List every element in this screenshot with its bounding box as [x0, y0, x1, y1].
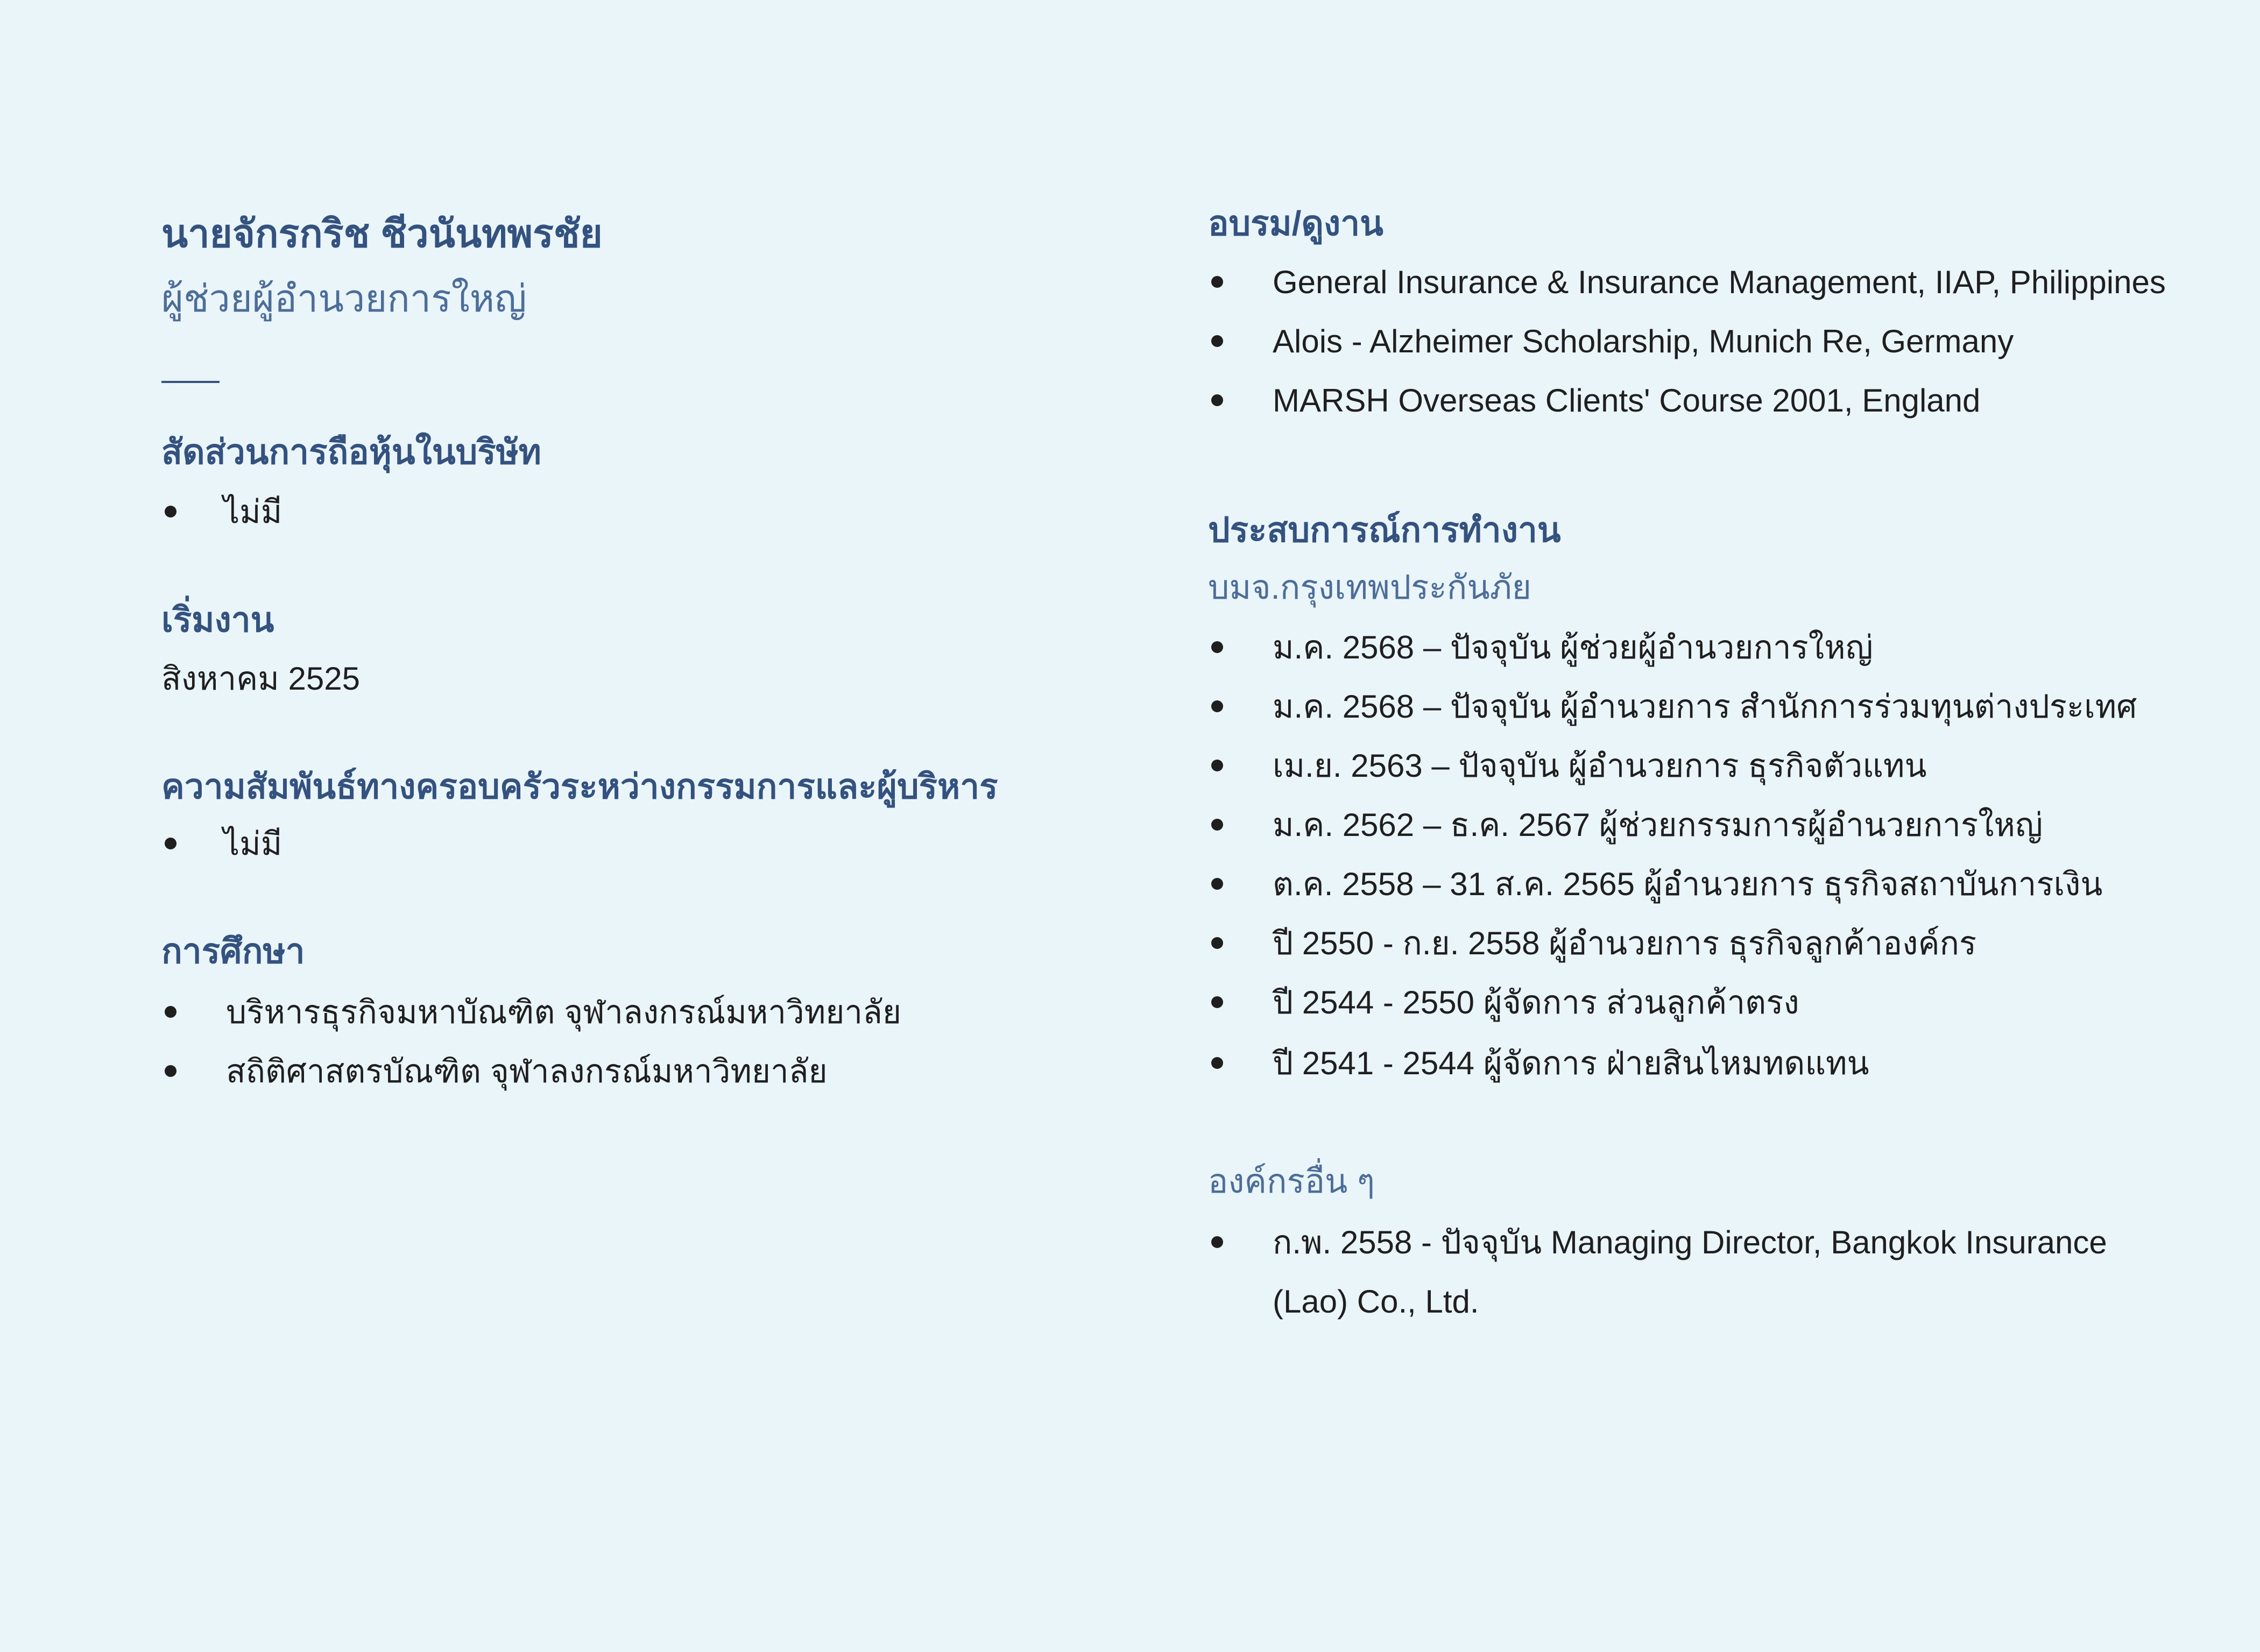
- experience-heading: ประสบการณ์การทำงาน: [1208, 511, 1561, 549]
- bullet-icon: [1211, 996, 1223, 1008]
- bullet-icon: [1211, 937, 1223, 949]
- experience-item-text: ต.ค. 2558 – 31 ส.ค. 2565 ผู้อำนวยการ ธุรกิจสถาบันการเงิน: [1273, 866, 2103, 902]
- training-item-text: General Insurance & Insurance Management, IIAP, Philippines: [1273, 264, 2166, 300]
- family-relation-heading: ความสัมพันธ์ทางครอบครัวระหว่างกรรมการและผู้บริหาร: [161, 767, 998, 806]
- bullet-icon: [1211, 1236, 1223, 1248]
- bullet-icon: [1211, 641, 1223, 653]
- experience-company: บมจ.กรุงเทพประกันภัย: [1208, 569, 1531, 606]
- bullet-icon: [1211, 819, 1223, 831]
- other-orgs-item-line1: ก.พ. 2558 - ปัจจุบัน Managing Director, Bangkok Insurance: [1273, 1224, 2107, 1260]
- bullet-icon: [1211, 878, 1223, 890]
- experience-item-text: ปี 2544 - 2550 ผู้จัดการ ส่วนลูกค้าตรง: [1273, 984, 1799, 1020]
- training-heading: อบรม/ดูงาน: [1208, 204, 1383, 243]
- other-orgs-item-line2: (Lao) Co., Ltd.: [1273, 1284, 1479, 1320]
- experience-item-text: ม.ค. 2568 – ปัจจุบัน ผู้ช่วยผู้อำนวยการใหญ่: [1273, 629, 1873, 665]
- start-work-heading: เริ่มงาน: [161, 600, 274, 639]
- education-item-text: สถิติศาสตรบัณฑิต จุฬาลงกรณ์มหาวิทยาลัย: [226, 1053, 828, 1089]
- experience-item-text: ปี 2541 - 2544 ผู้จัดการ ฝ่ายสินไหมทดแทน: [1273, 1045, 1869, 1081]
- bullet-icon: [165, 1065, 176, 1077]
- start-work-value: สิงหาคม 2525: [161, 661, 360, 697]
- training-item-text: Alois - Alzheimer Scholarship, Munich Re, Germany: [1273, 323, 2014, 359]
- executive-name: นายจักรกริช ชีวนันทพรชัย: [161, 212, 603, 256]
- other-orgs-heading: องค์กรอื่น ๆ: [1208, 1163, 1375, 1200]
- bullet-icon: [1211, 335, 1223, 347]
- bullet-icon: [1211, 700, 1223, 712]
- bullet-icon: [1211, 394, 1223, 406]
- education-heading: การศึกษา: [161, 932, 305, 970]
- experience-item-text: เม.ย. 2563 – ปัจจุบัน ผู้อำนวยการ ธุรกิจตัวแทน: [1273, 748, 1927, 784]
- bullet-icon: [165, 838, 176, 849]
- executive-position: ผู้ช่วยผู้อำนวยการใหญ่: [161, 278, 527, 320]
- training-item-text: MARSH Overseas Clients' Course 2001, England: [1273, 382, 1981, 419]
- bullet-icon: [1211, 1057, 1223, 1069]
- shareholding-item-text: ไม่มี: [223, 494, 282, 530]
- experience-item-text: ปี 2550 - ก.ย. 2558 ผู้อำนวยการ ธุรกิจลูกค้าองค์กร: [1273, 925, 1977, 961]
- bullet-icon: [165, 506, 176, 517]
- experience-item-text: ม.ค. 2562 – ธ.ค. 2567 ผู้ช่วยกรรมการผู้อำนวยการใหญ่: [1273, 807, 2043, 843]
- education-item-text: บริหารธุรกิจมหาบัณฑิต จุฬาลงกรณ์มหาวิทยาลัย: [226, 994, 902, 1030]
- bullet-icon: [1211, 760, 1223, 771]
- bullet-icon: [1211, 276, 1223, 288]
- experience-item-text: ม.ค. 2568 – ปัจจุบัน ผู้อำนวยการ สำนักการร่วมทุนต่างประเทศ: [1273, 689, 2137, 725]
- divider-rule: [161, 381, 220, 383]
- family-relation-item-text: ไม่มี: [223, 826, 282, 862]
- shareholding-heading: สัดส่วนการถือหุ้นในบริษัท: [161, 433, 541, 471]
- bullet-icon: [165, 1006, 176, 1018]
